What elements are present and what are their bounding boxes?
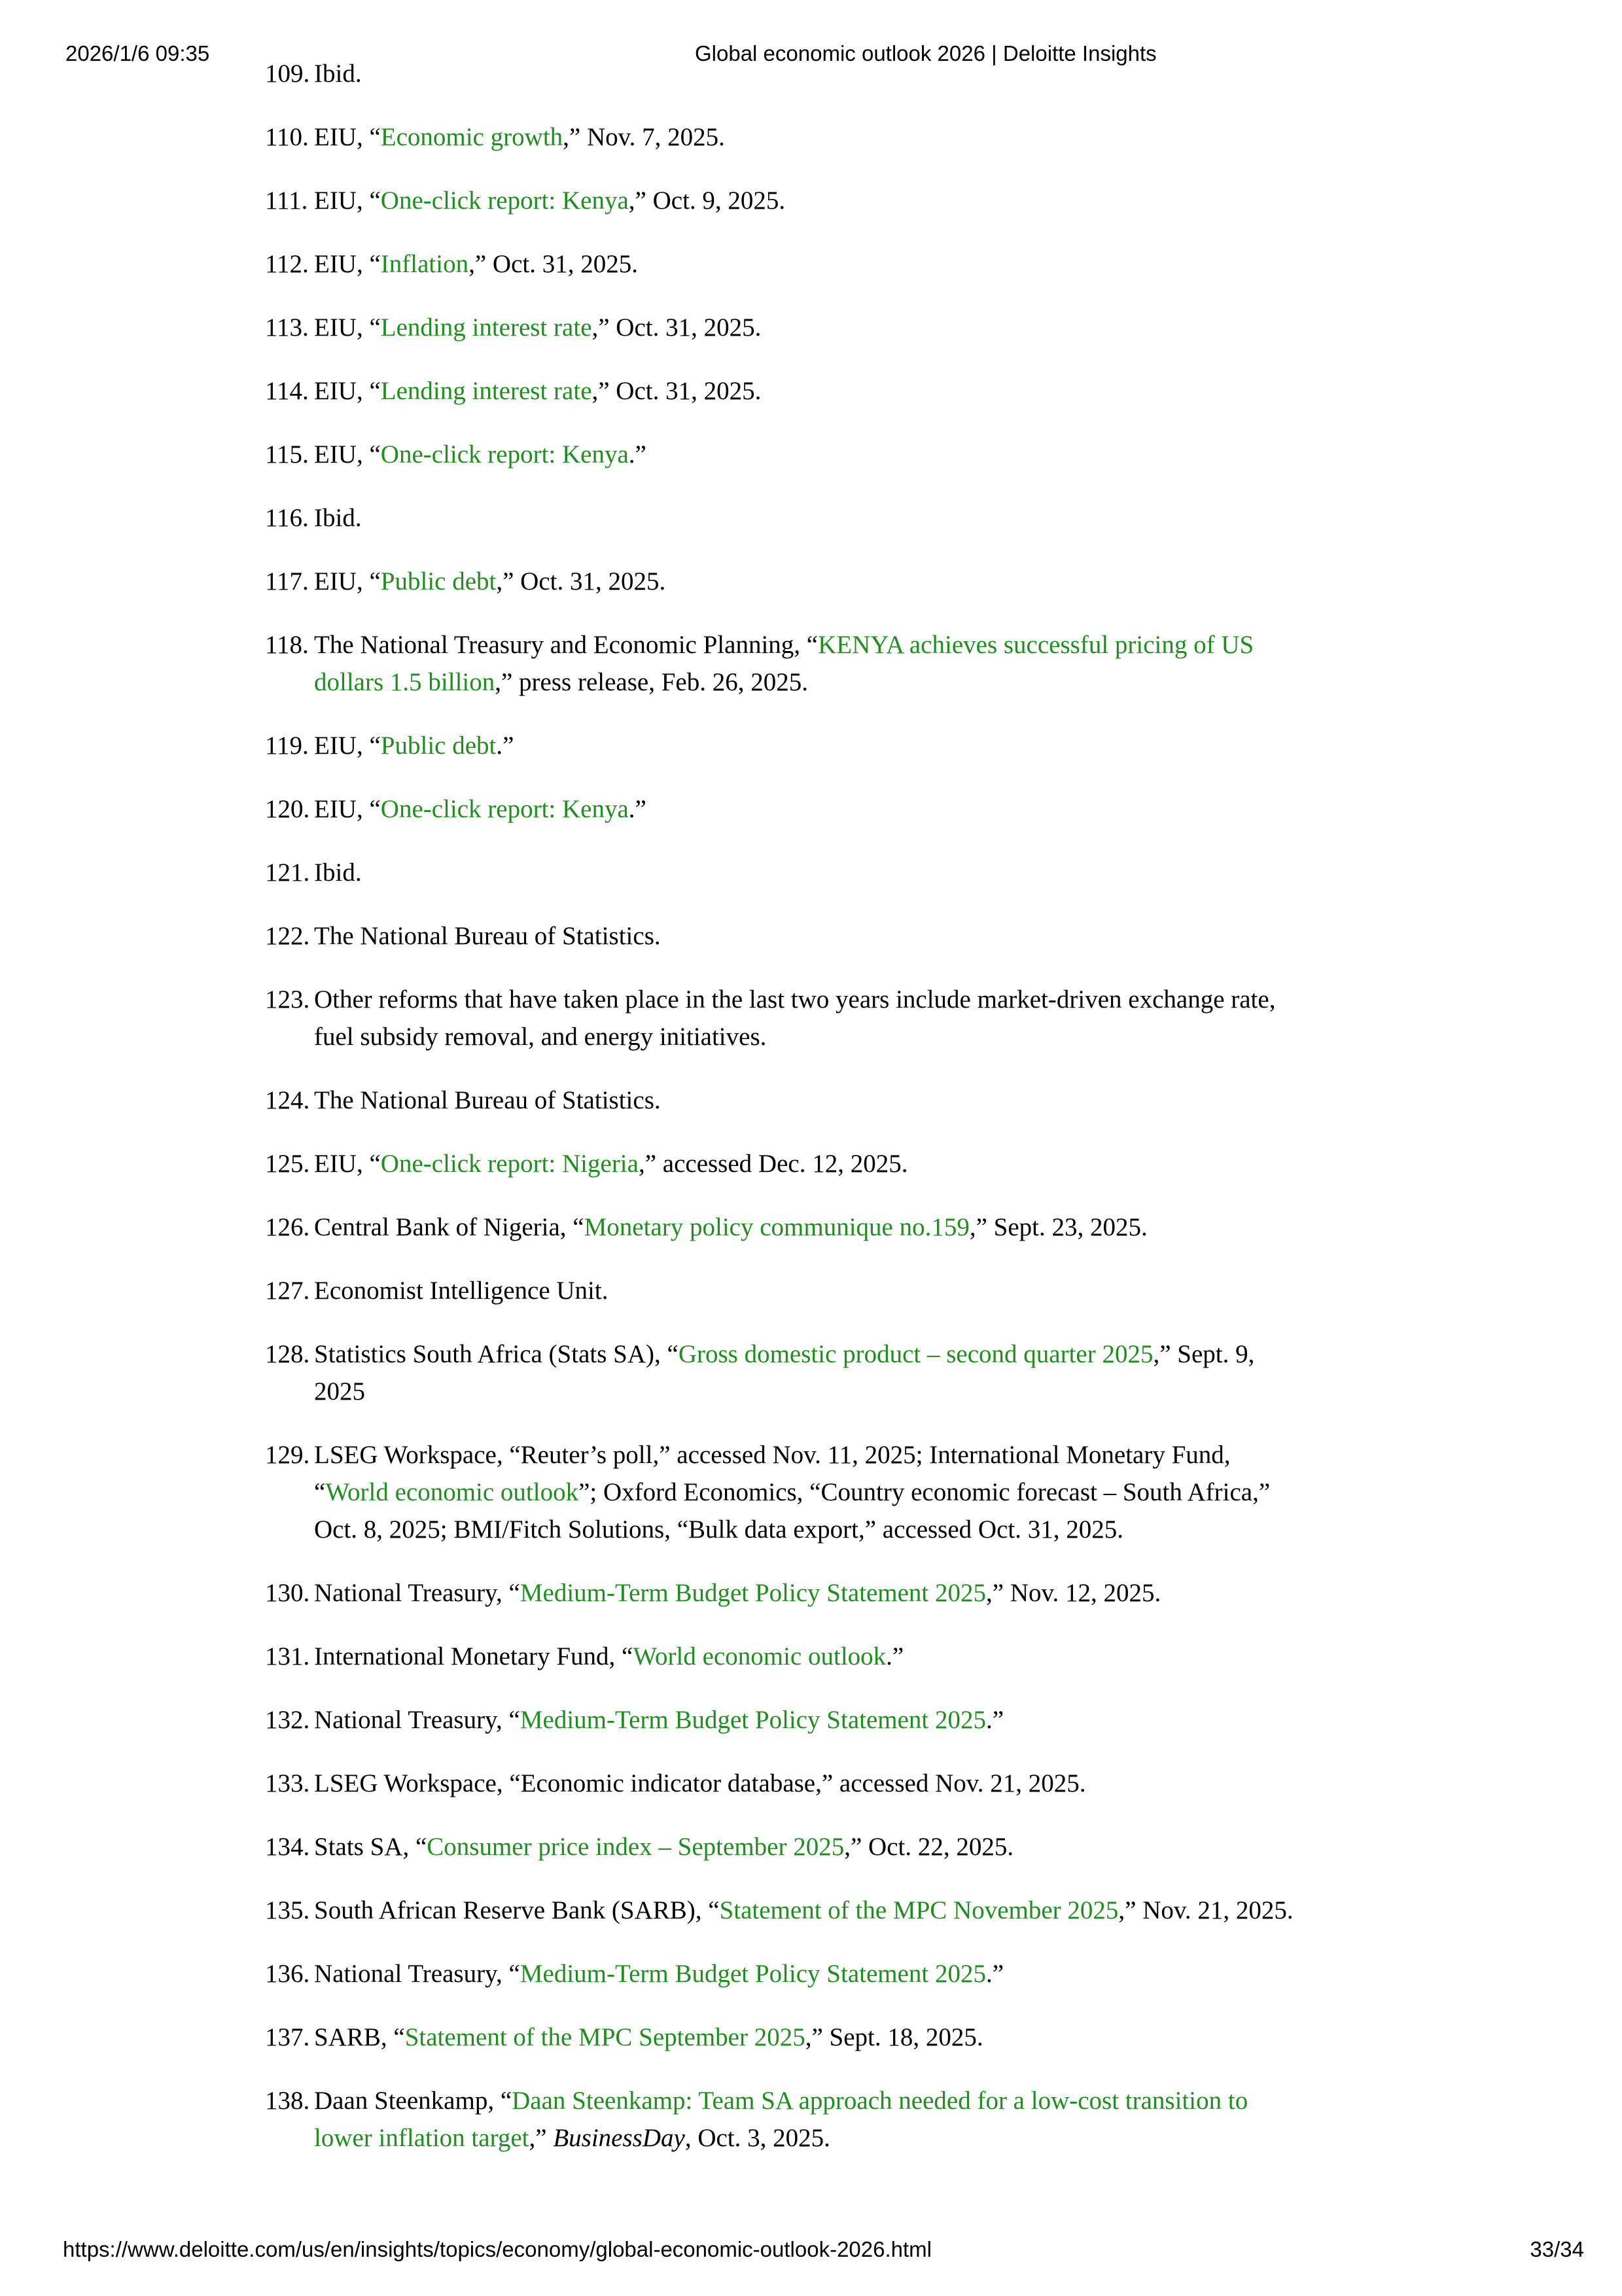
endnote-text: Central Bank of Nigeria, “	[314, 1213, 584, 1241]
endnote-item	[265, 2019, 1364, 2056]
endnote-item	[265, 917, 1364, 955]
endnote-text: Ibid.	[314, 858, 362, 887]
endnote-item	[265, 1765, 1364, 1802]
endnote-text: The National Treasury and Economic Planning, “	[314, 631, 819, 659]
endnote-item	[265, 727, 1364, 764]
endnote-link[interactable]: Gross domestic product – second quarter 2025	[678, 1340, 1154, 1368]
endnote-text: The National Bureau of Statistics.	[314, 922, 661, 950]
endnote-item	[265, 182, 1364, 219]
endnote-text: .”	[986, 1960, 1004, 1988]
endnote-text: EIU, “	[314, 440, 381, 468]
endnote-content	[314, 626, 1364, 701]
endnote-text: EIU, “	[314, 567, 381, 595]
endnote-number: 117.	[265, 567, 309, 595]
endnote-content	[314, 563, 1364, 600]
endnote-number: 110.	[265, 123, 309, 151]
endnote-number: 118.	[265, 631, 309, 659]
endnote-item	[265, 245, 1364, 283]
endnote-text: EIU, “	[314, 123, 381, 151]
endnote-item	[265, 1892, 1364, 1929]
endnote-number: 120.	[265, 795, 310, 823]
endnote-content	[314, 1272, 1364, 1309]
endnote-number: 113.	[265, 313, 309, 342]
endnote-number: 133.	[265, 1769, 310, 1797]
endnote-text: South African Reserve Bank (SARB), “	[314, 1896, 720, 1924]
endnote-number: 134.	[265, 1833, 310, 1861]
endnote-link[interactable]: One-click report: Kenya	[380, 795, 629, 823]
endnote-link[interactable]: Lending interest rate	[380, 377, 592, 405]
endnote-number: 114.	[265, 377, 309, 405]
endnote-number: 137.	[265, 2023, 310, 2051]
endnote-link[interactable]: KENYA achieves successful pricing of US	[818, 631, 1254, 659]
endnote-link[interactable]: World economic outlook	[325, 1478, 579, 1506]
endnote-item	[265, 372, 1364, 410]
endnote-text: ,” Sept. 23, 2025.	[969, 1213, 1148, 1241]
endnote-item	[265, 1436, 1364, 1548]
endnote-content	[314, 854, 1364, 891]
endnote-number: 126.	[265, 1213, 310, 1241]
endnote-number: 135.	[265, 1896, 310, 1924]
endnote-text: Stats SA, “	[314, 1833, 427, 1861]
endnote-link[interactable]: dollars 1.5 billion	[314, 668, 495, 696]
endnote-number: 116.	[265, 504, 309, 532]
endnote-text: Statistics South Africa (Stats SA), “	[314, 1340, 679, 1368]
endnote-link[interactable]: Medium-Term Budget Policy Statement 2025	[520, 1579, 987, 1607]
endnote-link[interactable]: Lending interest rate	[380, 313, 592, 342]
endnote-content	[314, 1701, 1364, 1739]
endnote-item	[265, 309, 1364, 346]
endnote-text: fuel subsidy removal, and energy initiatives.	[314, 1023, 767, 1051]
endnote-link[interactable]: Medium-Term Budget Policy Statement 2025	[520, 1706, 987, 1734]
endnote-link[interactable]: Daan Steenkamp: Team SA approach needed for a low-cost transition to	[512, 2087, 1248, 2115]
endnote-text: ,” Oct. 31, 2025.	[468, 250, 638, 278]
endnote-text: Other reforms that have taken place in the last two years include market-driven exchange rate,	[314, 985, 1276, 1014]
endnote-item	[265, 854, 1364, 891]
endnote-content	[314, 1209, 1364, 1246]
endnote-text: Economist Intelligence Unit.	[314, 1277, 608, 1305]
endnote-item	[265, 981, 1364, 1055]
endnote-link[interactable]: lower inflation target	[314, 2124, 529, 2152]
endnote-number: 119.	[265, 732, 309, 760]
endnote-content	[314, 2019, 1364, 2056]
endnote-text: The National Bureau of Statistics.	[314, 1086, 661, 1114]
endnote-item	[265, 436, 1364, 473]
endnote-text: SARB, “	[314, 2023, 405, 2051]
endnote-number: 132.	[265, 1706, 310, 1734]
endnote-text: Ibid.	[314, 60, 362, 88]
endnote-text: ”; Oxford Economics, “Country economic forecast – South Africa,”	[578, 1478, 1271, 1506]
endnote-text: ,” accessed Dec. 12, 2025.	[638, 1150, 908, 1178]
endnote-text: EIU, “	[314, 250, 381, 278]
endnote-content	[314, 1145, 1364, 1182]
endnote-text: ,” Sept. 9,	[1153, 1340, 1255, 1368]
endnote-number: 138.	[265, 2087, 310, 2115]
print-datetime: 2026/1/6 09:35	[65, 41, 210, 65]
endnote-number: 124.	[265, 1086, 310, 1114]
endnote-text: ,” Oct. 22, 2025.	[844, 1833, 1014, 1861]
endnote-content	[314, 1955, 1364, 1992]
endnote-link[interactable]: Consumer price index – September 2025	[427, 1833, 845, 1861]
endnote-text: ,” Sept. 18, 2025.	[805, 2023, 983, 2051]
footer-url: https://www.deloitte.com/us/en/insights/topics/economy/global-economic-outlook-2026.html	[63, 2237, 932, 2261]
endnote-source-name: BusinessDay	[553, 2124, 685, 2152]
endnote-text: Oct. 8, 2025; BMI/Fitch Solutions, “Bulk data export,” accessed Oct. 31, 2025.	[314, 1515, 1123, 1544]
endnote-content	[314, 245, 1364, 283]
endnote-number: 131.	[265, 1642, 310, 1670]
endnote-text: ,” Oct. 9, 2025.	[628, 186, 786, 215]
endnote-number: 136.	[265, 1960, 310, 1988]
endnote-item	[265, 1828, 1364, 1865]
endnote-link[interactable]: Statement of the MPC November 2025	[719, 1896, 1119, 1924]
endnote-content	[314, 372, 1364, 410]
endnote-text: .”	[628, 795, 646, 823]
endnote-text: , Oct. 3, 2025.	[684, 2124, 830, 2152]
endnote-number: 125.	[265, 1150, 310, 1178]
endnote-link[interactable]: Public debt	[380, 732, 497, 760]
endnote-content	[314, 727, 1364, 764]
endnote-text: ,” Oct. 31, 2025.	[591, 313, 762, 342]
endnote-text: .”	[496, 732, 514, 760]
endnote-text: EIU, “	[314, 186, 381, 215]
endnote-number: 129.	[265, 1441, 310, 1469]
endnote-text: National Treasury, “	[314, 1706, 520, 1734]
endnote-number: 111.	[265, 186, 308, 215]
endnote-text: EIU, “	[314, 795, 381, 823]
endnote-text: National Treasury, “	[314, 1579, 520, 1607]
endnote-number: 128.	[265, 1340, 310, 1368]
endnote-text: ,” Nov. 12, 2025.	[986, 1579, 1161, 1607]
endnote-link[interactable]: Economic growth	[380, 123, 563, 151]
endnote-link[interactable]: Inflation	[380, 250, 469, 278]
endnote-text: EIU, “	[314, 732, 381, 760]
endnote-text: .”	[628, 440, 646, 468]
endnote-item	[265, 118, 1364, 156]
endnote-content	[314, 790, 1364, 828]
endnote-item	[265, 1272, 1364, 1309]
endnote-text: International Monetary Fund, “	[314, 1642, 633, 1670]
endnote-text: ,” Oct. 31, 2025.	[591, 377, 762, 405]
endnote-link[interactable]: One-click report: Kenya	[380, 186, 629, 215]
endnote-item	[265, 1574, 1364, 1612]
endnote-text: “	[314, 1478, 326, 1506]
endnote-text: EIU, “	[314, 313, 381, 342]
endnote-content	[314, 309, 1364, 346]
endnote-content	[314, 1436, 1364, 1548]
endnote-content	[314, 917, 1364, 955]
endnote-text: ,” Oct. 31, 2025.	[496, 567, 666, 595]
endnote-link[interactable]: Statement of the MPC September 2025	[404, 2023, 805, 2051]
endnote-content	[314, 1892, 1364, 1929]
endnote-content	[314, 182, 1364, 219]
endnote-number: 123.	[265, 985, 310, 1014]
endnote-link[interactable]: Medium-Term Budget Policy Statement 2025	[520, 1960, 987, 1988]
endnote-number: 122.	[265, 922, 310, 950]
endnote-text: LSEG Workspace, “Economic indicator database,” accessed Nov. 21, 2025.	[314, 1769, 1086, 1797]
endnote-number: 130.	[265, 1579, 310, 1607]
endnote-content	[314, 1638, 1364, 1675]
endnote-item	[265, 499, 1364, 537]
endnote-item	[265, 2082, 1364, 2157]
endnote-text: .”	[886, 1642, 904, 1670]
footer-page-indicator: 33/34	[1530, 2237, 1584, 2261]
endnote-number: 115.	[265, 440, 309, 468]
endnote-number: 112.	[265, 250, 309, 278]
endnote-content	[314, 499, 1364, 537]
endnote-text: .”	[986, 1706, 1004, 1734]
endnote-text: 2025	[314, 1377, 365, 1405]
endnote-text: LSEG Workspace, “Reuter’s poll,” accessed Nov. 11, 2025; International Monetary Fund,	[314, 1441, 1231, 1469]
endnote-content	[314, 436, 1364, 473]
endnote-item	[265, 1701, 1364, 1739]
endnote-content	[314, 1828, 1364, 1865]
endnote-text: EIU, “	[314, 377, 381, 405]
endnote-text: National Treasury, “	[314, 1960, 520, 1988]
endnote-content	[314, 1335, 1364, 1410]
document-title: Global economic outlook 2026 | Deloitte Insights	[695, 41, 1157, 65]
endnote-item	[265, 55, 1364, 92]
endnote-item	[265, 1955, 1364, 1992]
endnote-number: 121.	[265, 858, 310, 887]
endnote-link[interactable]: World economic outlook	[633, 1642, 887, 1670]
endnote-content	[314, 118, 1364, 156]
endnote-link[interactable]: One-click report: Nigeria	[380, 1150, 639, 1178]
endnote-item	[265, 1209, 1364, 1246]
endnote-content	[314, 55, 1364, 92]
endnote-item	[265, 1638, 1364, 1675]
endnote-text: ,” press release, Feb. 26, 2025.	[495, 668, 808, 696]
endnote-content	[314, 1765, 1364, 1802]
endnote-number: 127.	[265, 1277, 310, 1305]
endnote-link[interactable]: One-click report: Kenya	[380, 440, 629, 468]
endnote-item	[265, 1145, 1364, 1182]
endnote-link[interactable]: Public debt	[380, 567, 497, 595]
endnote-content	[314, 1082, 1364, 1119]
endnote-content	[314, 2082, 1364, 2157]
endnote-content	[314, 1574, 1364, 1612]
endnote-content	[314, 981, 1364, 1055]
endnote-item	[265, 790, 1364, 828]
endnote-number: 109.	[265, 60, 310, 88]
endnote-text: ,” Nov. 7, 2025.	[563, 123, 725, 151]
endnote-text: Daan Steenkamp, “	[314, 2087, 512, 2115]
endnote-item	[265, 1335, 1364, 1410]
endnote-item	[265, 1082, 1364, 1119]
endnote-text: Ibid.	[314, 504, 362, 532]
endnote-text: ,”	[529, 2124, 554, 2152]
endnotes-list	[265, 55, 1364, 2157]
endnote-item	[265, 563, 1364, 600]
endnote-text: EIU, “	[314, 1150, 381, 1178]
endnote-item	[265, 626, 1364, 701]
endnote-link[interactable]: Monetary policy communique no.159	[584, 1213, 970, 1241]
endnote-text: ,” Nov. 21, 2025.	[1118, 1896, 1294, 1924]
